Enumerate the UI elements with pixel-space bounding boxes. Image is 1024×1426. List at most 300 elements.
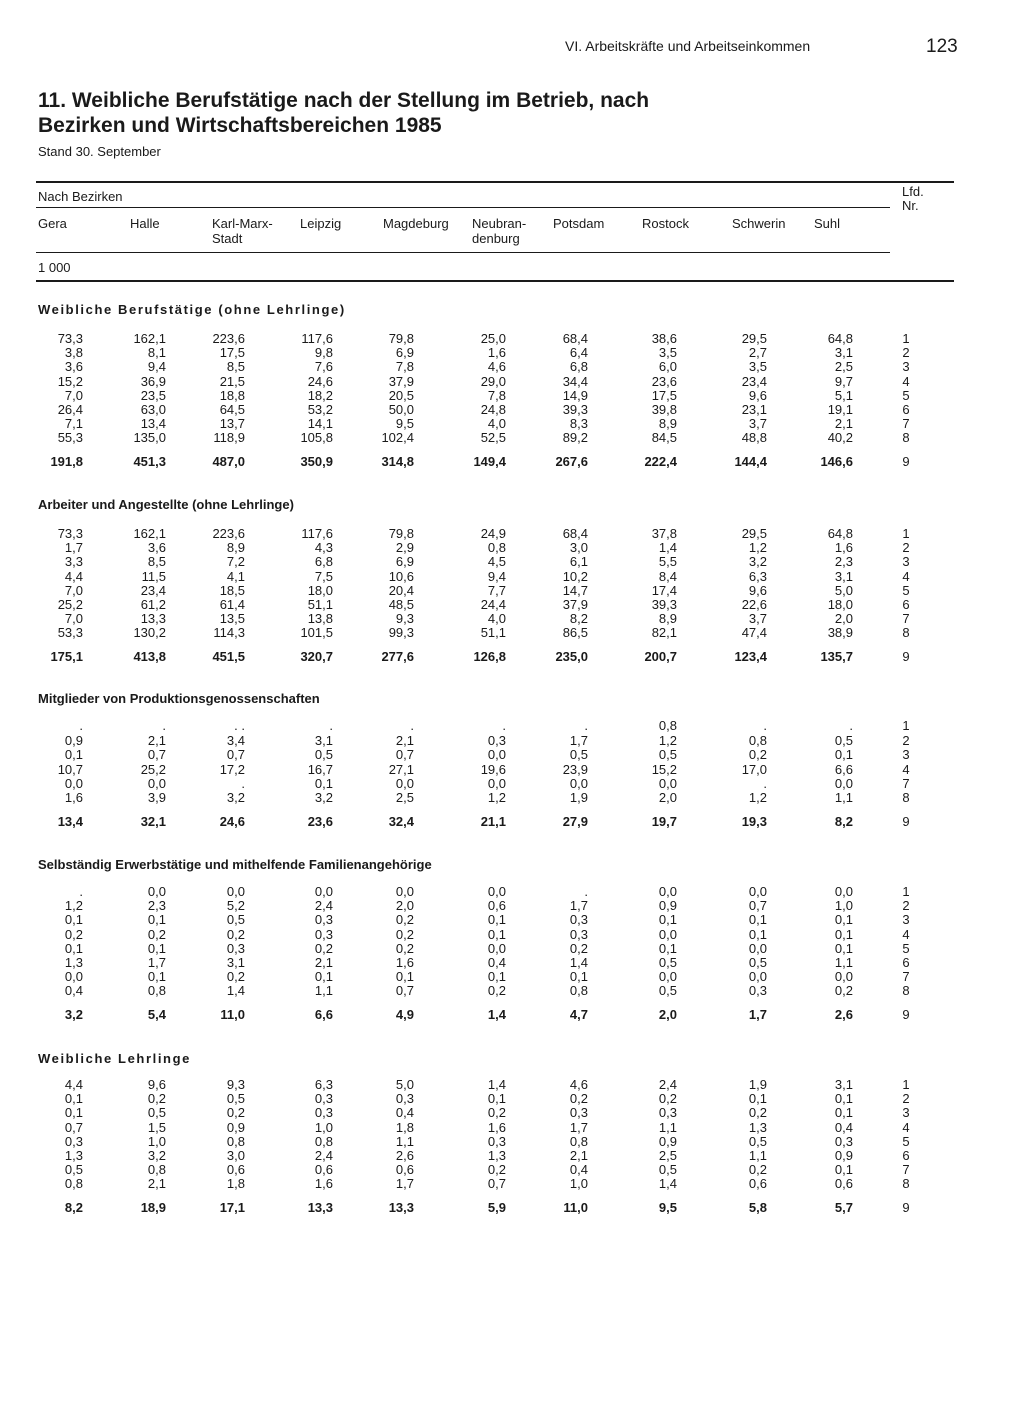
table-cell: 146,6 [820, 454, 853, 469]
row-number: 6 [902, 955, 910, 970]
table-cell: 9,6 [748, 388, 767, 403]
table-cell: 162,1 [133, 526, 166, 541]
table-cell: 1,7 [748, 1007, 767, 1022]
table-cell: 23,6 [307, 814, 333, 829]
table-cell: 1,2 [64, 898, 83, 913]
table-row [0, 612, 1024, 626]
table-cell: 0,2 [395, 927, 414, 942]
table-cell: 413,8 [133, 649, 166, 664]
table-cell: 24,6 [307, 374, 333, 389]
table-cell: 3,2 [64, 1007, 83, 1022]
table-cell: 0,1 [64, 1091, 83, 1106]
row-number: 1 [902, 884, 910, 899]
table-cell: . [584, 718, 588, 733]
row-number: 3 [902, 554, 910, 569]
row-number: 9 [902, 649, 910, 664]
total-row [0, 1008, 1024, 1022]
table-cell: 0,1 [748, 1091, 767, 1106]
table-cell: 1,7 [147, 955, 166, 970]
total-row [0, 815, 1024, 829]
table-cell: 0,5 [226, 1091, 245, 1106]
table-cell: 2,1 [395, 733, 414, 748]
table-cell: 0,6 [395, 1162, 414, 1177]
table-cell: 39,3 [651, 597, 677, 612]
table-row [0, 555, 1024, 569]
table-cell: 68,4 [562, 331, 588, 346]
table-cell: 4,9 [395, 1007, 414, 1022]
table-cell: 10,7 [57, 762, 83, 777]
table-cell: 3,4 [226, 733, 245, 748]
table-cell: 29,5 [741, 526, 767, 541]
table-cell: 200,7 [644, 649, 677, 664]
table-cell: 1,7 [395, 1176, 414, 1191]
table-cell: 0,5 [748, 1134, 767, 1149]
table-cell: 1,0 [834, 898, 853, 913]
table-cell: 18,5 [219, 583, 245, 598]
table-cell: 1,1 [395, 1134, 414, 1149]
table-cell: 2,4 [314, 1148, 333, 1163]
table-cell: 0,2 [748, 747, 767, 762]
table-cell: 235,0 [555, 649, 588, 664]
row-number: 7 [902, 611, 910, 626]
table-cell: 86,5 [562, 625, 588, 640]
table-cell: 3,6 [64, 359, 83, 374]
table-cell: 0,7 [748, 898, 767, 913]
table-cell: 1,0 [569, 1176, 588, 1191]
table-cell: 6,9 [395, 554, 414, 569]
table-cell: 0,1 [147, 941, 166, 956]
table-cell: 9,3 [226, 1077, 245, 1092]
table-cell: 1,8 [226, 1176, 245, 1191]
table-cell: 0,2 [748, 1105, 767, 1120]
table-row [0, 527, 1024, 541]
table-cell: 3,1 [834, 569, 853, 584]
row-number: 3 [902, 359, 910, 374]
table-cell: 0,0 [658, 884, 677, 899]
table-cell: 0,1 [64, 747, 83, 762]
table-row [0, 332, 1024, 346]
table-cell: 0,1 [834, 927, 853, 942]
table-cell: 0,3 [314, 1105, 333, 1120]
table-cell: 1,2 [487, 790, 506, 805]
table-cell: 101,5 [300, 625, 333, 640]
table-cell: 61,2 [140, 597, 166, 612]
table-cell: 29,0 [480, 374, 506, 389]
row-number: 7 [902, 776, 910, 791]
table-cell: 63,0 [140, 402, 166, 417]
table-cell: 1,9 [748, 1077, 767, 1092]
table-cell: 18,0 [827, 597, 853, 612]
table-cell: 7,8 [395, 359, 414, 374]
column-header-gera: Gera [38, 216, 67, 231]
table-cell: 3,2 [748, 554, 767, 569]
table-cell: 13,3 [140, 611, 166, 626]
table-cell: . [79, 884, 83, 899]
table-cell: 61,4 [219, 597, 245, 612]
table-cell: 0,3 [748, 983, 767, 998]
table-cell: 451,3 [133, 454, 166, 469]
table-cell: 89,2 [562, 430, 588, 445]
table-cell: 6,4 [569, 345, 588, 360]
table-cell: 1,6 [64, 790, 83, 805]
table-cell: 3,7 [748, 416, 767, 431]
table-row [0, 899, 1024, 913]
table-cell: 26,4 [57, 402, 83, 417]
table-cell: 0,9 [658, 898, 677, 913]
table-cell: 0,6 [487, 898, 506, 913]
table-cell: 0,0 [487, 776, 506, 791]
table-cell: 0,2 [226, 927, 245, 942]
total-row [0, 455, 1024, 469]
table-cell: 0,3 [64, 1134, 83, 1149]
row-number: 6 [902, 597, 910, 612]
table-cell: 0,0 [147, 776, 166, 791]
table-cell: 99,3 [388, 625, 414, 640]
table-cell: 0,6 [834, 1176, 853, 1191]
table-cell: 1,6 [834, 540, 853, 555]
table-cell: 23,9 [562, 762, 588, 777]
table-cell: 3,1 [834, 1077, 853, 1092]
table-cell: 0,5 [658, 983, 677, 998]
table-cell: 117,6 [301, 331, 333, 346]
table-cell: 40,2 [827, 430, 853, 445]
table-row [0, 1106, 1024, 1120]
table-row [0, 389, 1024, 403]
table-cell: 7,6 [314, 359, 333, 374]
table-cell: 29,5 [741, 331, 767, 346]
table-cell: 0,1 [834, 912, 853, 927]
table-cell: 1,3 [487, 1148, 506, 1163]
table-cell: 8,2 [569, 611, 588, 626]
row-number: 8 [902, 430, 910, 445]
table-cell: 17,4 [651, 583, 677, 598]
table-cell: 18,2 [307, 388, 333, 403]
table-cell: 8,5 [147, 554, 166, 569]
table-cell: 0,0 [748, 884, 767, 899]
table-cell: 222,4 [644, 454, 677, 469]
table-cell: 314,8 [381, 454, 414, 469]
table-cell: 162,1 [133, 331, 166, 346]
table-cell: 27,1 [388, 762, 414, 777]
table-cell: 0,8 [226, 1134, 245, 1149]
table-cell: 47,4 [741, 625, 767, 640]
table-cell: 0,5 [226, 912, 245, 927]
table-cell: . [410, 718, 414, 733]
table-cell: 1,6 [314, 1176, 333, 1191]
row-number: 7 [902, 1162, 910, 1177]
table-cell: 0,3 [487, 1134, 506, 1149]
table-cell: 2,9 [395, 540, 414, 555]
table-row [0, 375, 1024, 389]
section-title: Weibliche Berufstätige (ohne Lehrlinge) [38, 302, 346, 317]
table-cell: 0,1 [487, 912, 506, 927]
table-cell: 0,0 [64, 776, 83, 791]
table-cell: 1,1 [658, 1120, 677, 1135]
table-cell: 0,0 [395, 776, 414, 791]
table-cell: 1,5 [147, 1120, 166, 1135]
table-cell: 0,1 [147, 969, 166, 984]
table-cell: 0,1 [748, 912, 767, 927]
table-cell: 0,3 [569, 1105, 588, 1120]
table-cell: 1,6 [487, 345, 506, 360]
table-cell: 10,6 [388, 569, 414, 584]
table-cell: 39,3 [562, 402, 588, 417]
table-cell: 149,4 [473, 454, 506, 469]
table-cell: 23,1 [741, 402, 767, 417]
table-row [0, 1149, 1024, 1163]
table-cell: 451,5 [212, 649, 245, 664]
table-cell: 1,1 [834, 955, 853, 970]
section-title: Mitglieder von Produktionsgenossenschaften [38, 691, 320, 706]
table-cell: 1,2 [748, 790, 767, 805]
table-cell: 0,8 [487, 540, 506, 555]
table-cell: 34,4 [562, 374, 588, 389]
table-cell: 15,2 [651, 762, 677, 777]
table-cell: 11,5 [141, 569, 166, 584]
table-cell: 0,2 [395, 912, 414, 927]
table-cell: 0,9 [834, 1148, 853, 1163]
table-cell: 0,1 [147, 912, 166, 927]
table-cell: 10,2 [562, 569, 588, 584]
table-cell: 2,5 [658, 1148, 677, 1163]
table-cell: 0,2 [395, 941, 414, 956]
table-cell: 0,0 [658, 927, 677, 942]
table-cell: 0,2 [834, 983, 853, 998]
table-cell: 1,7 [569, 733, 588, 748]
table-cell: 8,2 [64, 1200, 83, 1215]
table-cell: 0,2 [569, 941, 588, 956]
table-cell: . [849, 718, 853, 733]
table-cell: 36,9 [140, 374, 166, 389]
table-cell: 102,4 [381, 430, 414, 445]
table-cell: 1,3 [748, 1120, 767, 1135]
table-cell: 9,4 [147, 359, 166, 374]
table-cell: 0,7 [147, 747, 166, 762]
table-cell: 2,5 [834, 359, 853, 374]
table-row [0, 360, 1024, 374]
table-cell: 0,1 [834, 1105, 853, 1120]
column-header-potsdam: Potsdam [553, 216, 605, 231]
table-cell: 32,4 [388, 814, 414, 829]
table-cell: 2,0 [658, 1007, 677, 1022]
table-cell: 13,7 [219, 416, 245, 431]
table-cell: 0,1 [834, 1162, 853, 1177]
group-header-rule [36, 207, 890, 208]
table-cell: 73,3 [57, 526, 83, 541]
table-cell: 4,7 [569, 1007, 588, 1022]
table-cell: 0,2 [314, 941, 333, 956]
table-cell: 9,5 [395, 416, 414, 431]
table-cell: 8,9 [658, 611, 677, 626]
table-cell: 7,1 [64, 416, 83, 431]
table-cell: 1,3 [64, 1148, 83, 1163]
table-cell: 53,3 [57, 625, 83, 640]
table-cell: 223,6 [212, 526, 245, 541]
table-cell: . [502, 718, 506, 733]
table-row [0, 763, 1024, 777]
column-header-suhl: Suhl [814, 216, 841, 231]
table-cell: 2,1 [569, 1148, 588, 1163]
table-cell: 8,4 [658, 569, 677, 584]
table-cell: 175,1 [50, 649, 83, 664]
table-cell: 17,1 [219, 1200, 245, 1215]
table-cell: 1,7 [64, 540, 83, 555]
table-cell: 1,4 [658, 1176, 677, 1191]
table-cell: 5,0 [834, 583, 853, 598]
table-cell: 3,1 [226, 955, 245, 970]
table-cell: 0,5 [314, 747, 333, 762]
row-number: 9 [902, 814, 910, 829]
table-cell: 3,5 [658, 345, 677, 360]
table-cell: 25,2 [57, 597, 83, 612]
table-cell: 3,2 [226, 790, 245, 805]
table-cell: 0,8 [569, 983, 588, 998]
table-cell: 3,1 [834, 345, 853, 360]
table-cell: 17,5 [651, 388, 677, 403]
table-cell: 0,2 [147, 1091, 166, 1106]
table-subtitle: Stand 30. September [38, 144, 161, 159]
table-cell: 1,7 [569, 898, 588, 913]
table-cell: 0,0 [748, 941, 767, 956]
column-header-halle: Halle [130, 216, 160, 231]
table-cell: 68,4 [562, 526, 588, 541]
table-cell: 14,1 [307, 416, 333, 431]
table-cell: 0,4 [395, 1105, 414, 1120]
table-cell: 19,7 [651, 814, 677, 829]
section-title: Selbständig Erwerbstätige und mithelfende Familienangehörige [38, 857, 432, 872]
table-cell: 15,2 [57, 374, 83, 389]
table-cell: 0,5 [658, 1162, 677, 1177]
table-cell: 13,3 [388, 1200, 414, 1215]
table-cell: 19,3 [741, 814, 767, 829]
table-cell: 0,2 [569, 1091, 588, 1106]
table-cell: 0,3 [314, 1091, 333, 1106]
table-cell: . . [234, 718, 245, 733]
table-cell: 1,4 [226, 983, 245, 998]
table-cell: 0,5 [64, 1162, 83, 1177]
table-cell: 7,7 [487, 583, 506, 598]
table-cell: 6,8 [569, 359, 588, 374]
table-row [0, 1092, 1024, 1106]
table-cell: 0,0 [834, 776, 853, 791]
table-cell: 4,3 [314, 540, 333, 555]
table-cell: 19,6 [480, 762, 506, 777]
table-row [0, 970, 1024, 984]
table-cell: 1,2 [748, 540, 767, 555]
table-cell: 3,7 [748, 611, 767, 626]
table-cell: 0,3 [569, 912, 588, 927]
table-cell: 0,8 [748, 733, 767, 748]
table-cell: 2,4 [658, 1077, 677, 1092]
table-cell: 23,4 [140, 583, 166, 598]
table-cell: 1,7 [569, 1120, 588, 1135]
table-cell: 39,8 [651, 402, 677, 417]
table-cell: 0,9 [64, 733, 83, 748]
table-cell: 5,8 [748, 1200, 767, 1215]
table-cell: 1,4 [658, 540, 677, 555]
row-number: 1 [902, 526, 910, 541]
table-title: 11. Weibliche Berufstätige nach der Stellung im Betrieb, nach Bezirken und Wirtschaftsbereichen 1985 [38, 89, 650, 137]
row-number: 3 [902, 1105, 910, 1120]
row-number: 8 [902, 790, 910, 805]
unit-label: 1 000 [38, 260, 71, 275]
table-cell: 11,0 [563, 1200, 588, 1215]
table-cell: 0,5 [748, 955, 767, 970]
table-cell: 1,4 [569, 955, 588, 970]
table-cell: 0,5 [658, 955, 677, 970]
table-cell: 18,8 [219, 388, 245, 403]
table-cell: 48,5 [388, 597, 414, 612]
table-cell: 0,6 [748, 1176, 767, 1191]
table-cell: 1,0 [147, 1134, 166, 1149]
table-cell: 25,2 [140, 762, 166, 777]
table-row [0, 942, 1024, 956]
table-cell: 3,0 [569, 540, 588, 555]
table-row [0, 734, 1024, 748]
table-row [0, 1121, 1024, 1135]
table-row [0, 1135, 1024, 1149]
table-cell: 0,5 [569, 747, 588, 762]
table-cell: 1,4 [487, 1007, 506, 1022]
table-cell: 2,5 [395, 790, 414, 805]
table-cell: 0,2 [658, 1091, 677, 1106]
table-cell: 2,1 [834, 416, 853, 431]
column-header-magdeburg: Magdeburg [383, 216, 449, 231]
table-row [0, 403, 1024, 417]
table-cell: 6,3 [748, 569, 767, 584]
table-cell: 6,9 [395, 345, 414, 360]
table-cell: 0,0 [314, 884, 333, 899]
table-cell: 24,8 [480, 402, 506, 417]
table-cell: 32,1 [140, 814, 166, 829]
table-cell: 0,1 [834, 1091, 853, 1106]
table-cell: 6,8 [314, 554, 333, 569]
table-cell: 9,6 [147, 1077, 166, 1092]
table-cell: 0,2 [487, 983, 506, 998]
table-cell: 55,3 [57, 430, 83, 445]
header-bottom-rule [36, 280, 954, 282]
table-cell: 0,4 [834, 1120, 853, 1135]
table-cell: 4,6 [569, 1077, 588, 1092]
table-cell: 0,0 [487, 747, 506, 762]
row-number: 9 [902, 454, 910, 469]
column-header-rule [36, 252, 890, 253]
table-cell: 1,1 [834, 790, 853, 805]
lfd-header-line2: Nr. [902, 198, 919, 213]
table-cell: 14,9 [562, 388, 588, 403]
table-cell: 0,9 [658, 1134, 677, 1149]
table-cell: 3,9 [147, 790, 166, 805]
table-cell: 1,3 [64, 955, 83, 970]
table-cell: 24,9 [480, 526, 506, 541]
row-number: 8 [902, 983, 910, 998]
row-number: 4 [902, 1120, 910, 1135]
table-cell: 0,0 [487, 884, 506, 899]
table-cell: 0,0 [658, 969, 677, 984]
table-cell: 64,5 [219, 402, 245, 417]
table-cell: 84,5 [651, 430, 677, 445]
table-cell: 277,6 [381, 649, 414, 664]
table-cell: 1,1 [314, 983, 333, 998]
table-row [0, 1078, 1024, 1092]
table-cell: 0,1 [487, 927, 506, 942]
table-cell: 0,1 [314, 969, 333, 984]
column-header-rostock: Rostock [642, 216, 689, 231]
table-cell: 135,0 [133, 430, 166, 445]
table-cell: 23,4 [741, 374, 767, 389]
table-cell: . [584, 884, 588, 899]
table-cell: 0,1 [314, 776, 333, 791]
